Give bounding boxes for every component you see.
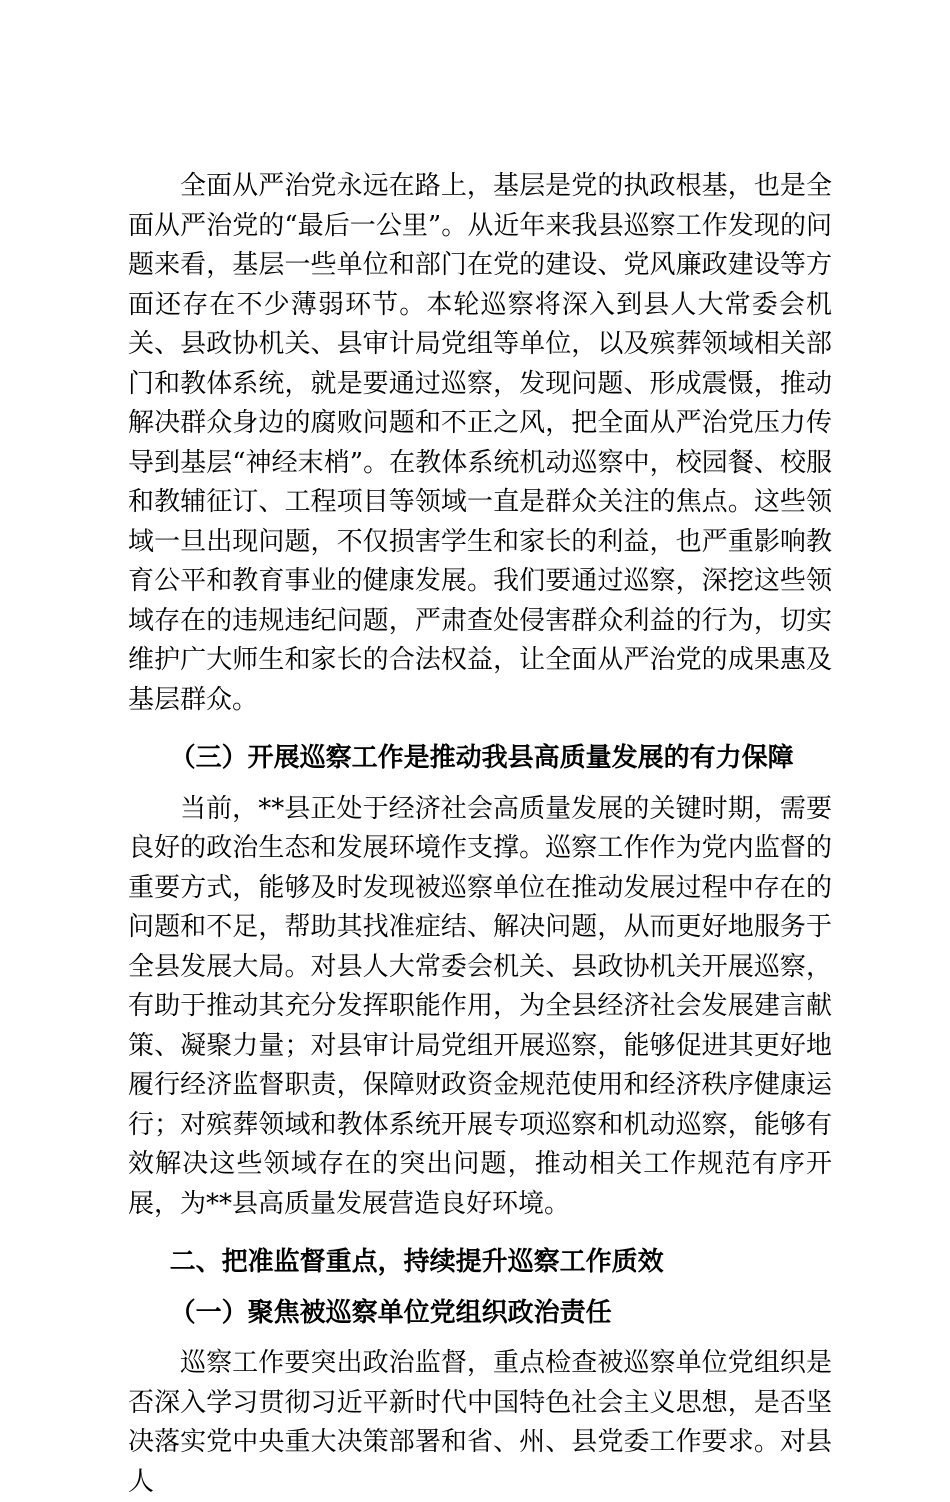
body-paragraph-high-quality-development: 当前，**县正处于经济社会高质量发展的关键时期，需要良好的政治生态和发展环境作支撑。巡察工作作为党内监督的重要方式，能够及时发现被巡察单位在推动发展过程中存在的问题和不足，帮助其找准症结、解决问题，从而更好地服务于全县发展大局。对县人大常委会机关、县政协机关开展巡察，有助于推动其充分发挥职能作用，为全县经济社会发展建言献策、凝聚力量；对县审计局党组开展巡察，能够促进其更好地履行经济监督职责，保障财政资金规范使用和经济秩序健康运行；对殡葬领域和教体系统开展专项巡察和机动巡察，能够有效解决这些领域存在的突出问题，推动相关工作规范有序开展，为**县高质量发展营造良好环境。	[128, 793, 832, 1219]
subheading-section-three: （三）开展巡察工作是推动我县高质量发展的有力保障	[169, 743, 794, 773]
subheading-section-one: （一）聚焦被巡察单位党组织政治责任	[169, 1297, 612, 1328]
body-paragraph-strict-governance: 全面从严治党永远在路上，基层是党的执政根基，也是全面从严治党的“最后一公里”。从近年来我县巡察工作发现的问题来看，基层一些单位和部门在党的建设、党风廉政建设等方面还存在不少薄弱环节。本轮巡察将深入到县人大常委会机关、县政协机关、县审计局党组等单位，以及殡葬领域相关部门和教体系统，就是要通过巡察，发现问题、形成震慑，推动解决群众身边的腐败问题和不正之风，把全面从严治党压力传导到基层“神经末梢”。在教体系统机动巡察中，校园餐、校服和教辅征订、工程项目等领域一直是群众关注的焦点。这些领域一旦出现问题，不仅损害学生和家长的利益，也严重影响教育公平和教育事业的健康发展。我们要通过巡察，深挖这些领域存在的违规违纪问题，严肃查处侵害群众利益的行为，切实维护广大师生和家长的合法权益，让全面从严治党的成果惠及基层群众。	[128, 171, 832, 715]
document-body	[128, 167, 832, 1502]
heading-part-two: 二、把准监督重点，持续提升巡察工作质效	[169, 1247, 664, 1277]
body-paragraph-political-supervision: 巡察工作要突出政治监督，重点检查被巡察单位党组织是否深入学习贯彻习近平新时代中国特色社会主义思想，是否坚决落实党中央重大决策部署和省、州、县党委工作要求。对县人	[128, 1348, 832, 1497]
